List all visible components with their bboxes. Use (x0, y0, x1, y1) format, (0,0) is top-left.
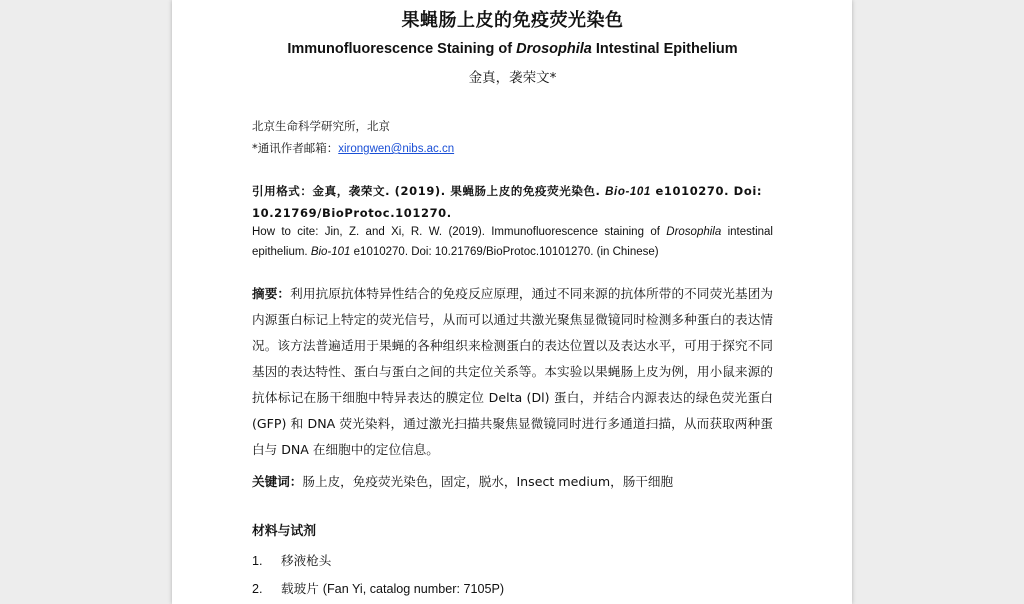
title-chinese: 果蝇肠上皮的免疫荧光染色 (401, 10, 624, 31)
citation-english (252, 222, 773, 262)
keywords-text: 肠上皮，免疫荧光染色，固定，脱水，Insect medium，肠干细胞 (302, 474, 674, 489)
materials-item-number: 2. (252, 582, 263, 596)
affiliation: 北京生命科学研究所，北京 (252, 119, 390, 133)
citation-english-middle: intestinal epithelium. (252, 226, 773, 258)
materials-item-number: 1. (252, 554, 263, 568)
citation-english-italic: Drosophila (666, 226, 722, 238)
title-english-italic: Drosophila (516, 41, 592, 57)
citation-english-suffix: e1010270. Doi: 10.21769/BioProtoc.10101270. (in Chinese) (350, 246, 659, 258)
title-english (252, 41, 773, 57)
materials-item (252, 550, 331, 569)
abstract-text: 利用抗原抗体特异性结合的免疫反应原理，通过不同来源的抗体所带的不同荧光基团为内源蛋白标记上特定的荧光信号，从而可以通过共激光聚焦显微镜同时检测多种蛋白的表达情况。该方法普遍适用于果蝇的各种组织来检测蛋白的表达位置以及表达水平，可用于探究不同基因的表达特性、蛋白与蛋白之间的共定位关系等。本实验以果蝇肠上皮为例，用小鼠来源的抗体标记在肠干细胞中特异表达的膜定位 Delta (Dl) 蛋白，并结合内源表达的绿色荧光蛋白 (GFP) 和 DNA 荧光染料，通过激光扫描共聚焦显微镜同时进行多通道扫描，从而获取两种蛋白与 DNA 在细胞中的定位信息。 (252, 286, 774, 457)
email-label: *通讯作者邮箱： (252, 141, 339, 155)
citation-chinese-prefix: 引用格式：金真，袭荣文. (2019). 果蝇肠上皮的免疫荧光染色. (252, 184, 606, 198)
materials-item-cn: 移液枪头 (281, 553, 332, 568)
corresponding-email-line (252, 140, 454, 156)
materials-item-cn: 载玻片 (281, 581, 323, 596)
keywords (252, 469, 773, 495)
email-link[interactable]: xirongwen@nibs.ac.cn (338, 143, 455, 155)
citation-chinese-journal: Bio-101 (605, 186, 651, 198)
materials-section-title: 材料与试剂 (252, 524, 316, 539)
abstract (252, 281, 773, 463)
citation-english-journal: Bio-101 (310, 246, 351, 258)
document-page (172, 0, 852, 604)
citation-english-prefix: How to cite: Jin, Z. and Xi, R. W. (2019). Immunofluorescence staining of (252, 226, 667, 238)
abstract-label: 摘要： (252, 286, 291, 301)
title-english-suffix: Intestinal Epithelium (591, 41, 738, 57)
materials-item-en: (Fan Yi, catalog number: 7105P) (322, 582, 505, 596)
title-english-prefix: Immunofluorescence Staining of (287, 41, 517, 57)
authors: 金真，袭荣文* (468, 70, 557, 86)
citation-chinese (252, 181, 773, 224)
materials-item (252, 578, 504, 597)
keywords-label: 关键词： (252, 474, 303, 489)
citation-chinese-suffix: e1010270. Doi: 10.21769/BioProtoc.101270. (252, 184, 763, 220)
